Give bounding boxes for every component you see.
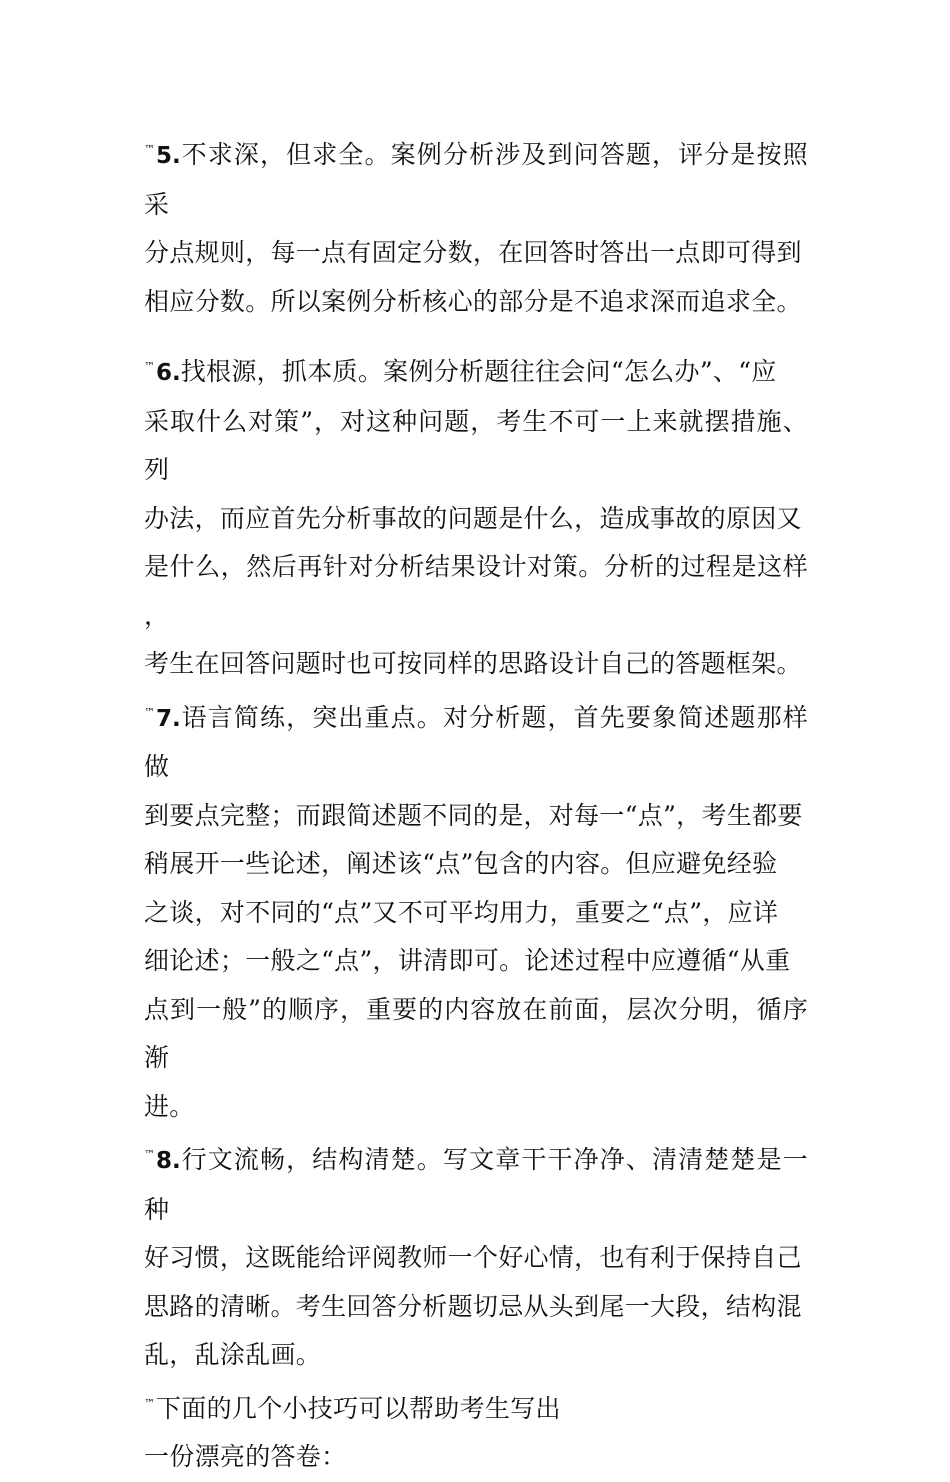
- paragraph-line: 好习惯，这既能给评阅教师一个好心情，也有利于保持自己: [144, 1243, 802, 1272]
- paragraph-8: [144, 1131, 808, 1380]
- paragraph-line: 办法，而应首先分析事故的问题是什么，造成事故的原因又: [144, 503, 802, 533]
- paragraph-5: [144, 126, 808, 326]
- paragraph-line: 一份漂亮的答卷：: [144, 1442, 347, 1471]
- paragraph-line: 采取什么对策”，对这种问题，考生不可一上来就摆措施、列: [144, 406, 808, 484]
- trademark-mark: ™: [144, 705, 155, 719]
- paragraph-7: [144, 689, 808, 1132]
- trademark-mark: ™: [144, 360, 155, 373]
- paragraph-line: 分点规则，每一点有固定分数，在回答时答出一点即可得到: [144, 238, 802, 267]
- paragraph-tips: [144, 1380, 808, 1482]
- trademark-mark: ™: [144, 1396, 155, 1410]
- trademark-mark: ™: [144, 1148, 155, 1161]
- paragraph-line: 进。: [144, 1091, 195, 1121]
- paragraph-line: 细论述；一般之“点”，讲清即可。论述过程中应遵循“从重: [144, 946, 791, 975]
- document-body: [144, 126, 808, 1482]
- paragraph-line: 是什么，然后再针对分析结果设计对策。分析的过程是这样，: [144, 552, 808, 630]
- paragraph-line: 稍展开一些论述，阐述该“点”包含的内容。但应避免经验: [144, 849, 778, 878]
- paragraph-line: 到要点完整；而跟简述题不同的是，对每一“点”，考生都要: [144, 800, 803, 830]
- paragraph-line: 考生在回答问题时也可按同样的思路设计自己的答题框架。: [144, 649, 802, 678]
- item-number: 7.: [156, 705, 181, 732]
- paragraph-6: [144, 343, 808, 689]
- paragraph-line: ™6.找根源，抓本质。案例分析题往往会问“怎么办”、“应: [144, 357, 777, 386]
- item-number: 8.: [156, 1148, 181, 1174]
- paragraph-line: ™下面的几个小技巧可以帮助考生写出: [144, 1393, 561, 1423]
- item-number: 6.: [156, 360, 181, 386]
- item-number: 5.: [156, 143, 181, 169]
- trademark-mark: ™: [144, 143, 155, 156]
- paragraph-line: 之谈，对不同的“点”又不可平均用力，重要之“点”，应详: [144, 897, 779, 927]
- paragraph-line: ™8.行文流畅，结构清楚。写文章干干净净、清清楚楚是一种: [144, 1145, 808, 1224]
- paragraph-line: 乱，乱涂乱画。: [144, 1340, 322, 1369]
- paragraph-line: 点到一般”的顺序，重要的内容放在前面，层次分明，循序渐: [144, 994, 808, 1072]
- paragraph-line: ™5.不求深，但求全。案例分析涉及到问答题，评分是按照采: [144, 140, 808, 219]
- paragraph-line: 相应分数。所以案例分析核心的部分是不追求深而追求全。: [144, 286, 802, 316]
- paragraph-line: 思路的清晰。考生回答分析题切忌从头到尾一大段，结构混: [144, 1291, 802, 1321]
- paragraph-line: ™7.语言简练，突出重点。对分析题，首先要象简述题那样做: [144, 702, 808, 781]
